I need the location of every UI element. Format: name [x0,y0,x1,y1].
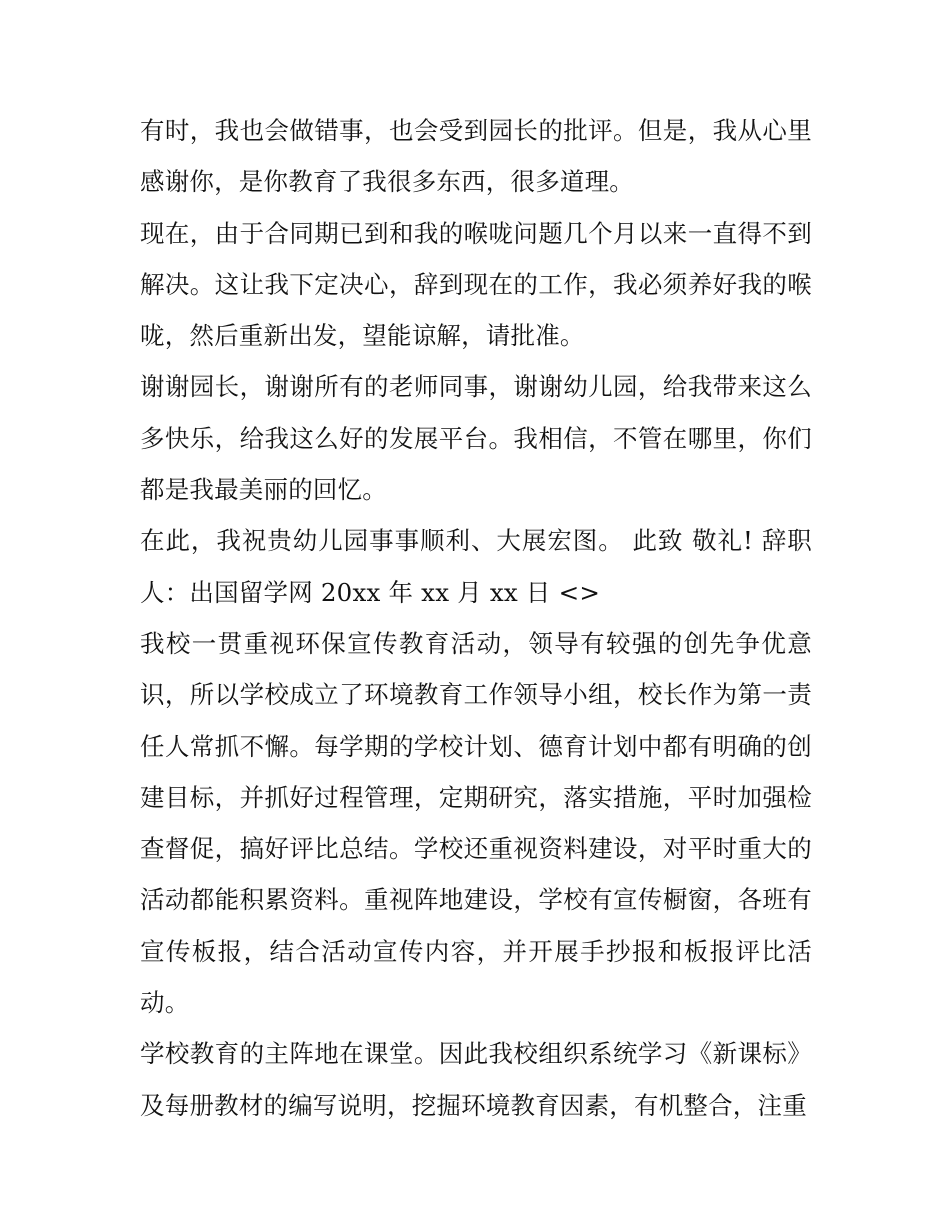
paragraph-6: 学校教育的主阵地在课堂。因此我校组织系统学习《新课标》及每册教材的编写说明，挖掘环境教育因素，有机整合，注重 [140,1039,812,1120]
document-page [140,105,812,1131]
paragraph-1: 有时，我也会做错事，也会受到园长的批评。但是，我从心里感谢你，是你教育了我很多东西，很多道理。 [140,116,812,197]
paragraph-3: 谢谢园长，谢谢所有的老师同事，谢谢幼儿园，给我带来这么多快乐，给我这么好的发展平台。我相信，不管在哪里，你们都是我最美丽的回忆。 [140,372,812,505]
paragraph-5: 我校一贯重视环保宣传教育活动，领导有较强的创先争优意识，所以学校成立了环境教育工作领导小组，校长作为第一责任人常抓不懈。每学期的学校计划、德育计划中都有明确的创建目标，并抓好过程管理，定期研究，落实措施，平时加强检查督促，搞好评比总结。学校还重视资料建设，对平时重大的活动都能积累资料。重视阵地建设，学校有宣传橱窗，各班有宣传板报，结合活动宣传内容，并开展手抄报和板报评比活动。 [140,628,812,1018]
paragraph-2: 现在，由于合同期已到和我的喉咙问题几个月以来一直得不到解决。这让我下定决心，辞到现在的工作，我必须养好我的喉咙，然后重新出发，望能谅解，请批准。 [140,218,812,351]
paragraph-4: 在此，我祝贵幼儿园事事顺利、大展宏图。 此致 敬礼! 辞职人：出国留学网 20xx 年 xx 月 xx 日 <> [140,526,812,607]
